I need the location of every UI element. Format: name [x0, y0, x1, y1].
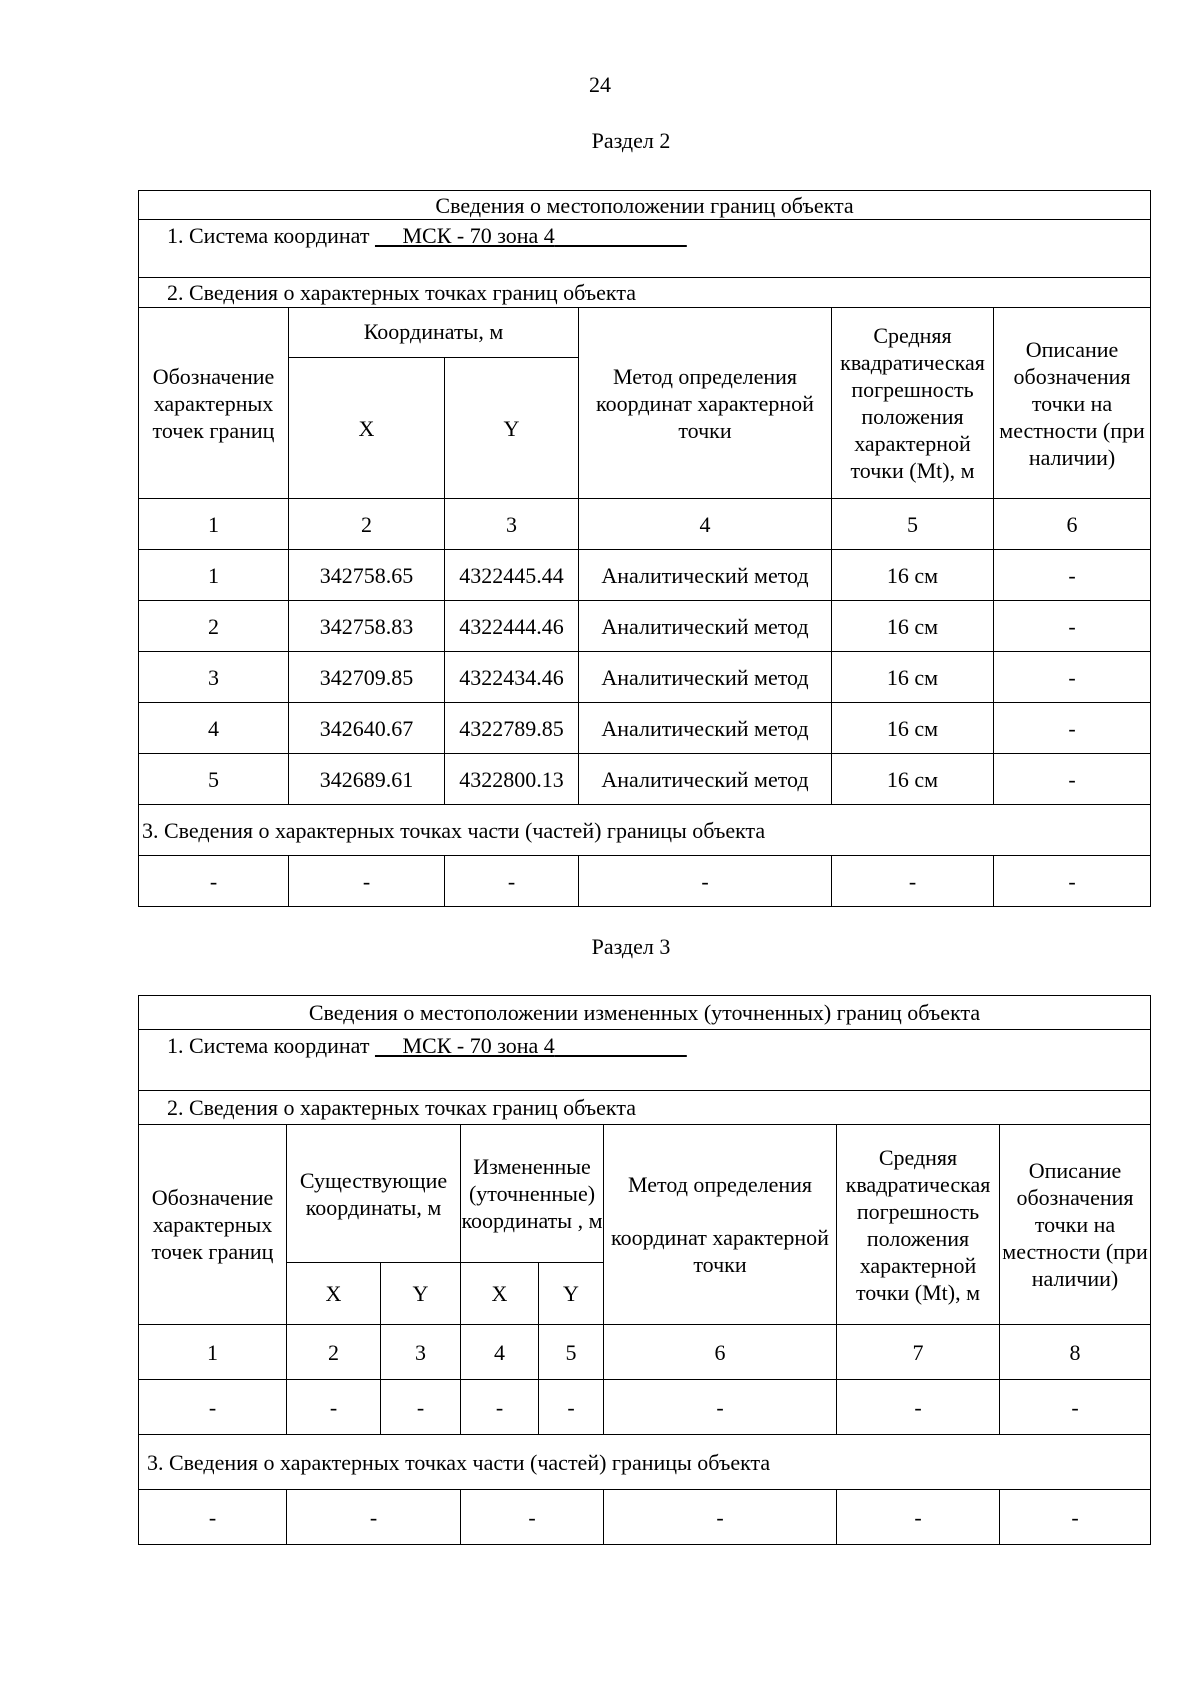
- coord-system-row: [139, 220, 1151, 278]
- coord-system-label: 1. Система координат: [167, 1033, 370, 1058]
- empty-cell: -: [837, 1380, 1000, 1435]
- point-y: 4322445.44: [445, 550, 579, 601]
- section-3-table: [138, 995, 1151, 1545]
- parts-cell: -: [1000, 1490, 1151, 1545]
- parts-cell: -: [461, 1490, 604, 1545]
- col-existing: Существующие координаты, м: [287, 1125, 461, 1263]
- section-2-table: [138, 190, 1151, 907]
- coord-system-row: [139, 1030, 1151, 1091]
- point-x: 342640.67: [289, 703, 445, 754]
- table-title-row: [139, 191, 1151, 220]
- parts-cell: -: [445, 856, 579, 907]
- col-method: Метод определения координат характерной точки: [579, 308, 832, 499]
- parts-cell: -: [289, 856, 445, 907]
- coord-system: [139, 1030, 1151, 1091]
- col-existing-y: Y: [381, 1263, 461, 1325]
- col-number: 5: [539, 1325, 604, 1380]
- col-number: 6: [994, 499, 1151, 550]
- col-description: Описание обозначения точки на местности (при наличии): [1000, 1125, 1151, 1325]
- point-y: 4322789.85: [445, 703, 579, 754]
- parts-cell: -: [579, 856, 832, 907]
- col-description: Описание обозначения точки на местности (при наличии): [994, 308, 1151, 499]
- point-error: 16 см: [832, 703, 994, 754]
- point-description: -: [994, 703, 1151, 754]
- point-method: Аналитический метод: [579, 601, 832, 652]
- point-y: 4322800.13: [445, 754, 579, 805]
- point-x: 342689.61: [289, 754, 445, 805]
- col-changed-x: X: [461, 1263, 539, 1325]
- coord-system: [139, 220, 1151, 278]
- table-title: Сведения о местоположении измененных (уточненных) границ объекта: [139, 996, 1151, 1030]
- col-changed-y: Y: [539, 1263, 604, 1325]
- col-number: 3: [381, 1325, 461, 1380]
- point-number: 5: [139, 754, 289, 805]
- points-header-row: [139, 1091, 1151, 1125]
- parts-header: 3. Сведения о характерных точках части (частей) границы объекта: [139, 805, 1151, 856]
- table-title-row: [139, 996, 1151, 1030]
- col-designation: Обозначение характерных точек границ: [139, 308, 289, 499]
- table-row: [139, 550, 1151, 601]
- col-error: Средняя квадратическая погрешность положения характерной точки (Mt), м: [837, 1125, 1000, 1325]
- table-row: [139, 652, 1151, 703]
- parts-cell: -: [832, 856, 994, 907]
- col-number: 6: [604, 1325, 837, 1380]
- points-header: 2. Сведения о характерных точках границ объекта: [139, 1091, 1151, 1125]
- point-description: -: [994, 601, 1151, 652]
- point-error: 16 см: [832, 754, 994, 805]
- col-y: Y: [445, 358, 579, 499]
- col-method: [604, 1125, 837, 1325]
- table-row: [139, 754, 1151, 805]
- point-number: 2: [139, 601, 289, 652]
- point-description: -: [994, 754, 1151, 805]
- parts-header: 3. Сведения о характерных точках части (частей) границы объекта: [139, 1435, 1151, 1490]
- point-method: Аналитический метод: [579, 652, 832, 703]
- parts-cell: -: [837, 1490, 1000, 1545]
- empty-cell: -: [539, 1380, 604, 1435]
- parts-cell: -: [139, 856, 289, 907]
- point-number: 3: [139, 652, 289, 703]
- empty-cell: -: [1000, 1380, 1151, 1435]
- point-error: 16 см: [832, 550, 994, 601]
- col-method-b: координат характерной точки: [611, 1225, 829, 1277]
- col-number: 1: [139, 1325, 287, 1380]
- point-description: -: [994, 652, 1151, 703]
- table-row: [139, 601, 1151, 652]
- parts-cell: -: [287, 1490, 461, 1545]
- col-changed: Измененные (уточненные) координаты , м: [461, 1125, 604, 1263]
- parts-header-row: [139, 1435, 1151, 1490]
- col-existing-x: X: [287, 1263, 381, 1325]
- point-method: Аналитический метод: [579, 550, 832, 601]
- col-number: 8: [1000, 1325, 1151, 1380]
- column-header-row: [139, 308, 1151, 358]
- col-number: 2: [289, 499, 445, 550]
- column-header-row: [139, 1125, 1151, 1263]
- table-title: Сведения о местоположении границ объекта: [139, 191, 1151, 220]
- empty-cell: -: [604, 1380, 837, 1435]
- col-number: 2: [287, 1325, 381, 1380]
- col-number: 4: [579, 499, 832, 550]
- parts-header-row: [139, 805, 1151, 856]
- point-method: Аналитический метод: [579, 703, 832, 754]
- parts-cell: -: [604, 1490, 837, 1545]
- column-number-row: [139, 1325, 1151, 1380]
- point-x: 342709.85: [289, 652, 445, 703]
- coord-system-value: МСК - 70 зона 4: [402, 223, 555, 248]
- parts-cell: -: [139, 1490, 287, 1545]
- empty-cell: -: [139, 1380, 287, 1435]
- point-number: 4: [139, 703, 289, 754]
- col-coords: Координаты, м: [289, 308, 579, 358]
- col-number: 7: [837, 1325, 1000, 1380]
- parts-cell: -: [994, 856, 1151, 907]
- points-header: 2. Сведения о характерных точках границ объекта: [139, 278, 1151, 308]
- coord-system-label: 1. Система координат: [167, 223, 370, 248]
- parts-row: [139, 856, 1151, 907]
- point-x: 342758.83: [289, 601, 445, 652]
- col-number: 3: [445, 499, 579, 550]
- empty-cell: -: [461, 1380, 539, 1435]
- col-x: X: [289, 358, 445, 499]
- section-2-title: Раздел 2: [591, 128, 671, 153]
- col-method-a: Метод определения: [627, 1172, 813, 1197]
- table-row: [139, 703, 1151, 754]
- points-header-row: [139, 278, 1151, 308]
- coord-system-value: МСК - 70 зона 4: [402, 1033, 555, 1058]
- empty-cell: -: [287, 1380, 381, 1435]
- col-number: 1: [139, 499, 289, 550]
- section-3-title: Раздел 3: [591, 934, 671, 959]
- col-error: Средняя квадратическая погрешность положения характерной точки (Mt), м: [832, 308, 994, 499]
- column-number-row: [139, 499, 1151, 550]
- point-number: 1: [139, 550, 289, 601]
- table-row: [139, 1380, 1151, 1435]
- point-x: 342758.65: [289, 550, 445, 601]
- point-error: 16 см: [832, 652, 994, 703]
- point-error: 16 см: [832, 601, 994, 652]
- empty-cell: -: [381, 1380, 461, 1435]
- parts-row: [139, 1490, 1151, 1545]
- col-number: 4: [461, 1325, 539, 1380]
- point-y: 4322444.46: [445, 601, 579, 652]
- point-y: 4322434.46: [445, 652, 579, 703]
- point-description: -: [994, 550, 1151, 601]
- page-number: 24: [589, 72, 611, 97]
- point-method: Аналитический метод: [579, 754, 832, 805]
- col-number: 5: [832, 499, 994, 550]
- col-designation: Обозначение характерных точек границ: [139, 1125, 287, 1325]
